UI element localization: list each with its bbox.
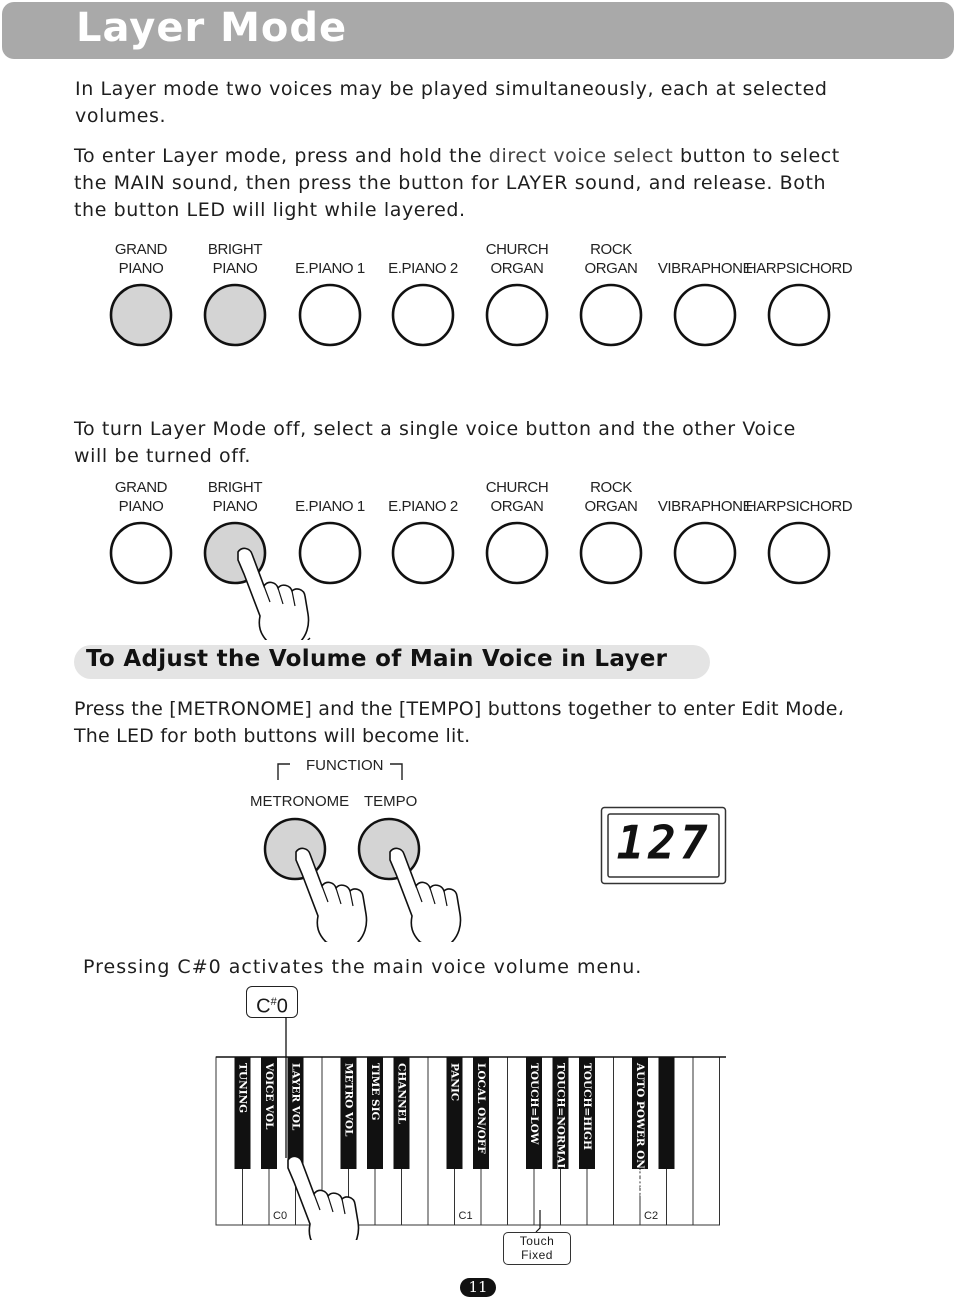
- voice-button-row1-4[interactable]: [487, 285, 547, 345]
- key-function-label: METRO VOL: [342, 1063, 355, 1137]
- voice-label-line2: VIBRAPHONE: [657, 260, 753, 277]
- voice-button-row1-7[interactable]: [769, 285, 829, 345]
- key-function-label: LOCAL ON/OFF: [475, 1063, 487, 1154]
- voice-label-line1: ROCK: [590, 479, 632, 496]
- voice-label-line1: GRAND: [114, 241, 168, 258]
- section-heading: To Adjust the Volume of Main Voice in Layer: [86, 646, 668, 672]
- touch-fixed-callout: Touch Fixed: [503, 1232, 571, 1265]
- voice-buttons-row-2: [0, 508, 956, 640]
- direct-voice-select-text: direct voice select: [488, 145, 674, 167]
- voice-label-line1: BRIGHT: [207, 479, 263, 496]
- function-label: FUNCTION: [306, 757, 384, 774]
- voice-button-row1-5[interactable]: [581, 285, 641, 345]
- voice-label-line2: E.PIANO 1: [295, 260, 365, 277]
- voice-button-row2-6[interactable]: [675, 523, 735, 583]
- edit-line-2: The LED for both buttons will become lit.: [74, 725, 471, 747]
- off-line-2: will be turned off.: [74, 445, 252, 467]
- led-display: [600, 806, 728, 886]
- voice-label-line2: ORGAN: [490, 260, 544, 277]
- voice-label-line1: ROCK: [590, 241, 632, 258]
- c-sharp-0-callout: C#0: [246, 986, 298, 1018]
- voice-label-line1: BRIGHT: [207, 241, 263, 258]
- voice-label-line2: PIANO: [212, 260, 258, 277]
- key-function-label: TOUCH=NORMAL: [554, 1063, 567, 1171]
- enter-line-2: the MAIN sound, then press the button for LAYER sound, and release. Both: [74, 172, 827, 194]
- voice-button-row1-6[interactable]: [675, 285, 735, 345]
- key-function-label: TIME SIG: [369, 1063, 381, 1121]
- voice-label-line2: PIANO: [212, 498, 258, 515]
- key-function-label: CHANNEL: [395, 1063, 408, 1125]
- hand-pointer-icon: [390, 848, 461, 942]
- voice-label-line1: CHURCH: [485, 241, 549, 258]
- voice-button-row2-0[interactable]: [111, 523, 171, 583]
- page-number: 11: [460, 1278, 496, 1297]
- voice-label-line1: CHURCH: [485, 479, 549, 496]
- voice-buttons-row-1: [0, 270, 956, 405]
- page-title: Layer Mode: [76, 5, 348, 51]
- display-value: 127: [616, 815, 712, 870]
- metronome-label: METRONOME: [250, 793, 350, 810]
- octave-label: C1: [458, 1210, 473, 1222]
- voice-label-line2: E.PIANO 2: [388, 498, 458, 515]
- voice-label-line2: E.PIANO 2: [388, 260, 458, 277]
- key-function-label: TOUCH=HIGH: [581, 1063, 593, 1150]
- intro-line-1: In Layer mode two voices may be played simultaneously, each at selected: [75, 78, 828, 100]
- enter-line-1: To enter Layer mode, press and hold the direct voice select button to select: [74, 145, 840, 167]
- voice-button-row2-3[interactable]: [393, 523, 453, 583]
- octave-label: C0: [273, 1210, 288, 1222]
- key-function-label: AUTO POWER ON/OFF: [634, 1063, 646, 1197]
- key-function-label: PANIC: [448, 1063, 461, 1102]
- voice-label-line2: HARPSICHORD: [745, 498, 853, 515]
- key-function-label: LAYER VOL: [289, 1063, 302, 1131]
- voice-button-row2-7[interactable]: [769, 523, 829, 583]
- hand-pointer-icon: [238, 548, 310, 640]
- black-key[interactable]: [659, 1057, 675, 1169]
- voice-button-row1-3[interactable]: [393, 285, 453, 345]
- function-buttons: [240, 812, 480, 942]
- voice-label-line2: VIBRAPHONE: [657, 498, 753, 515]
- voice-button-row2-5[interactable]: [581, 523, 641, 583]
- key-function-label: VOICE VOL: [263, 1063, 275, 1130]
- voice-label-line1: GRAND: [114, 479, 168, 496]
- voice-label-line2: ORGAN: [490, 498, 544, 515]
- voice-label-line2: PIANO: [118, 498, 164, 515]
- hand-pointer-icon: [296, 848, 367, 942]
- voice-label-line2: PIANO: [118, 260, 164, 277]
- octave-label: C2: [644, 1210, 659, 1222]
- edit-line-1: Press the [METRONOME] and the [TEMPO] buttons together to enter Edit Mode،: [74, 698, 844, 720]
- voice-button-row1-0[interactable]: [111, 285, 171, 345]
- voice-button-row2-4[interactable]: [487, 523, 547, 583]
- pressing-text: Pressing C#0 activates the main voice volume menu.: [83, 956, 643, 978]
- key-function-label: TOUCH=LOW: [528, 1063, 540, 1145]
- voice-button-row1-1[interactable]: [205, 285, 265, 345]
- voice-label-line2: HARPSICHORD: [745, 260, 853, 277]
- voice-label-line2: ORGAN: [584, 260, 638, 277]
- voice-button-row2-2[interactable]: [300, 523, 360, 583]
- keyboard-diagram: [200, 1010, 740, 1240]
- voice-button-row1-2[interactable]: [300, 285, 360, 345]
- white-key[interactable]: [693, 1057, 720, 1225]
- tempo-label: TEMPO: [364, 793, 418, 810]
- off-line-1: To turn Layer Mode off, select a single voice button and the other Voice: [74, 418, 796, 440]
- intro-line-2: volumes.: [75, 105, 167, 127]
- voice-label-line2: E.PIANO 1: [295, 498, 365, 515]
- enter-line-3: the button LED will light while layered.: [74, 199, 466, 221]
- key-function-label: TUNING: [236, 1063, 249, 1114]
- voice-label-line2: ORGAN: [584, 498, 638, 515]
